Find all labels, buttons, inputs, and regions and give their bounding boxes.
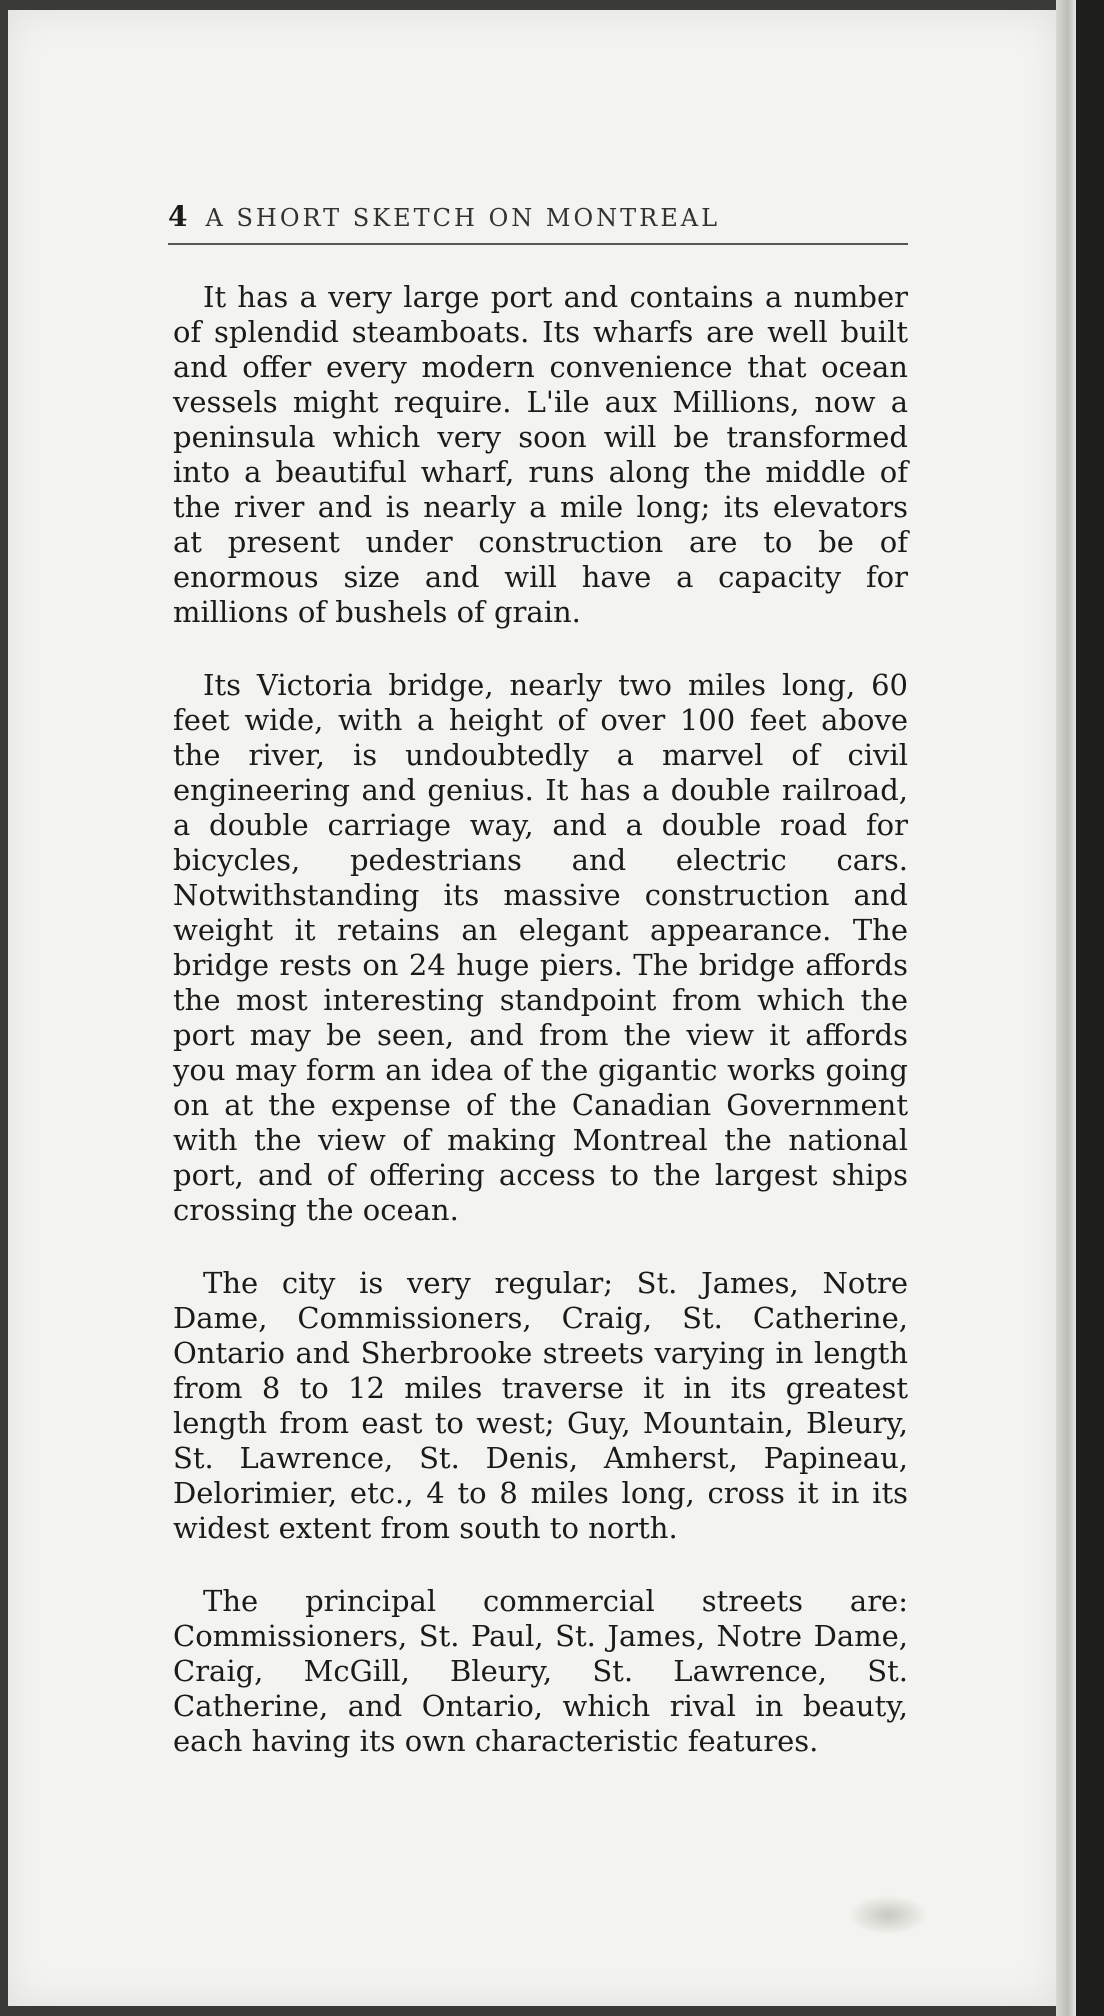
page-header: [168, 200, 908, 245]
header-line: [168, 200, 908, 233]
paragraph-port: It has a very large port and contains a number of splendid steamboats. Its wharfs are well built and offer every modern convenience that ocean vessels might require. L'ile aux Millions, now a peninsula which very soon will be transformed into a beautiful wharf, runs along the middle of the river and is nearly a mile long; its elevators at present under construction are to be of enormous size and will have a capacity for millions of bushels of grain.: [173, 280, 908, 629]
running-title: A SHORT SKETCH ON MONTREAL: [205, 204, 721, 232]
page-stain: [848, 1895, 928, 1935]
body-text: [173, 280, 908, 1797]
page-edge: [1056, 0, 1076, 2016]
paragraph-city-streets: The city is very regular; St. James, Notre Dame, Commissioners, Craig, St. Catherine, Ontario and Sherbrooke streets varying in length from 8 to 12 miles traverse it in its greatest length from east to west; Guy, Mountain, Bleury, St. Lawrence, St. Denis, Amherst, Papineau, Delorimier, etc., 4 to 8 miles long, cross it in its widest extent from south to north.: [173, 1266, 908, 1545]
header-rule: [168, 243, 908, 245]
scan-background: [1076, 0, 1104, 2016]
paragraph-commercial-streets: The principal commercial streets are: Commissioners, St. Paul, St. James, Notre Dame, Craig, McGill, Bleury, St. Lawrence, St. Catherine, and Ontario, which rival in beauty, each having its own characteristic features.: [173, 1584, 908, 1758]
book-page: [8, 10, 1056, 2006]
page-number: 4: [168, 200, 188, 233]
paragraph-victoria-bridge: Its Victoria bridge, nearly two miles long, 60 feet wide, with a height of over 100 feet above the river, is undoubtedly a marvel of civil engineering and genius. It has a double railroad, a double carriage way, and a double road for bicycles, pedestrians and electric cars. Notwithstanding its massive construction and weight it retains an elegant appearance. The bridge rests on 24 huge piers. The bridge affords the most interesting standpoint from which the port may be seen, and from the view it affords you may form an idea of the gigantic works going on at the expense of the Canadian Government with the view of making Montreal the national port, and of offering access to the largest ships crossing the ocean.: [173, 668, 908, 1227]
